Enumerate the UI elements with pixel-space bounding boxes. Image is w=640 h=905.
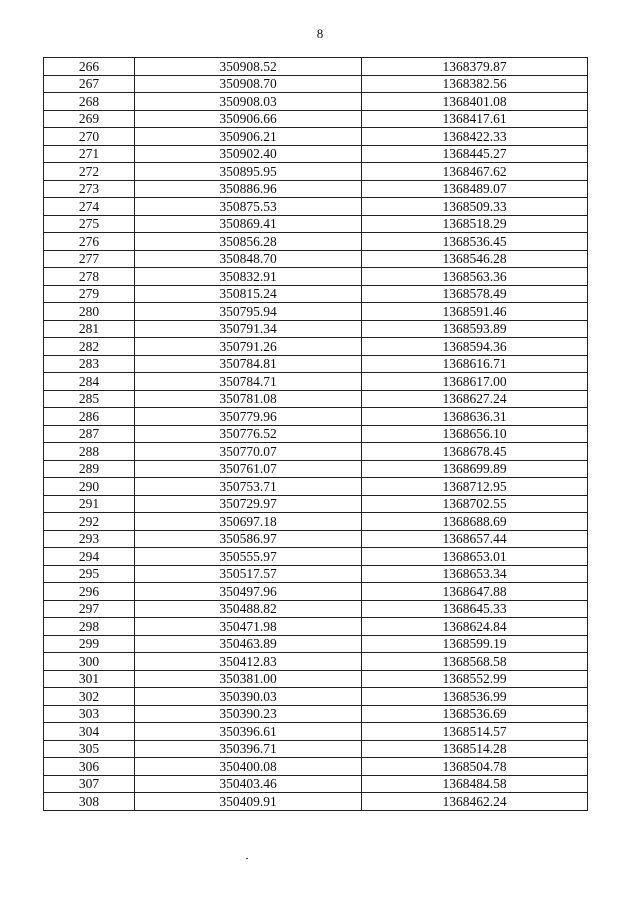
table-row: [44, 268, 588, 286]
point-number-cell: 278: [44, 268, 135, 286]
point-number-cell: 308: [44, 793, 135, 811]
table-row: [44, 425, 588, 443]
y-coordinate-cell: 1368647.88: [362, 583, 588, 601]
table-row: [44, 635, 588, 653]
x-coordinate-cell: 350403.46: [135, 775, 362, 793]
x-coordinate-cell: 350856.28: [135, 233, 362, 251]
table-row: [44, 408, 588, 426]
y-coordinate-cell: 1368593.89: [362, 320, 588, 338]
table-row: [44, 600, 588, 618]
table-row: [44, 530, 588, 548]
point-number-cell: 269: [44, 110, 135, 128]
x-coordinate-cell: 350381.00: [135, 670, 362, 688]
x-coordinate-cell: 350832.91: [135, 268, 362, 286]
scan-speck: [246, 858, 248, 859]
x-coordinate-cell: 350400.08: [135, 758, 362, 776]
table-row: [44, 688, 588, 706]
point-number-cell: 273: [44, 180, 135, 198]
x-coordinate-cell: 350396.71: [135, 740, 362, 758]
point-number-cell: 303: [44, 705, 135, 723]
table-row: [44, 198, 588, 216]
table-row: [44, 145, 588, 163]
point-number-cell: 302: [44, 688, 135, 706]
y-coordinate-cell: 1368594.36: [362, 338, 588, 356]
x-coordinate-cell: 350753.71: [135, 478, 362, 496]
x-coordinate-cell: 350902.40: [135, 145, 362, 163]
y-coordinate-cell: 1368627.24: [362, 390, 588, 408]
x-coordinate-cell: 350886.96: [135, 180, 362, 198]
x-coordinate-cell: 350779.96: [135, 408, 362, 426]
point-number-cell: 305: [44, 740, 135, 758]
point-number-cell: 307: [44, 775, 135, 793]
x-coordinate-cell: 350586.97: [135, 530, 362, 548]
y-coordinate-cell: 1368616.71: [362, 355, 588, 373]
point-number-cell: 275: [44, 215, 135, 233]
y-coordinate-cell: 1368599.19: [362, 635, 588, 653]
y-coordinate-cell: 1368636.31: [362, 408, 588, 426]
point-number-cell: 282: [44, 338, 135, 356]
x-coordinate-cell: 350908.70: [135, 75, 362, 93]
y-coordinate-cell: 1368518.29: [362, 215, 588, 233]
y-coordinate-cell: 1368445.27: [362, 145, 588, 163]
y-coordinate-cell: 1368489.07: [362, 180, 588, 198]
x-coordinate-cell: 350791.26: [135, 338, 362, 356]
y-coordinate-cell: 1368688.69: [362, 513, 588, 531]
table-row: [44, 513, 588, 531]
y-coordinate-cell: 1368563.36: [362, 268, 588, 286]
y-coordinate-cell: 1368657.44: [362, 530, 588, 548]
table-row: [44, 583, 588, 601]
x-coordinate-cell: 350409.91: [135, 793, 362, 811]
x-coordinate-cell: 350776.52: [135, 425, 362, 443]
point-number-cell: 284: [44, 373, 135, 391]
coordinates-table: [43, 57, 588, 811]
point-number-cell: 298: [44, 618, 135, 636]
point-number-cell: 288: [44, 443, 135, 461]
x-coordinate-cell: 350697.18: [135, 513, 362, 531]
x-coordinate-cell: 350770.07: [135, 443, 362, 461]
x-coordinate-cell: 350784.71: [135, 373, 362, 391]
x-coordinate-cell: 350795.94: [135, 303, 362, 321]
y-coordinate-cell: 1368536.69: [362, 705, 588, 723]
x-coordinate-cell: 350517.57: [135, 565, 362, 583]
x-coordinate-cell: 350396.61: [135, 723, 362, 741]
y-coordinate-cell: 1368702.55: [362, 495, 588, 513]
x-coordinate-cell: 350895.95: [135, 163, 362, 181]
point-number-cell: 296: [44, 583, 135, 601]
y-coordinate-cell: 1368552.99: [362, 670, 588, 688]
point-number-cell: 268: [44, 93, 135, 111]
y-coordinate-cell: 1368617.00: [362, 373, 588, 391]
y-coordinate-cell: 1368536.45: [362, 233, 588, 251]
x-coordinate-cell: 350390.23: [135, 705, 362, 723]
x-coordinate-cell: 350848.70: [135, 250, 362, 268]
table-row: [44, 443, 588, 461]
point-number-cell: 281: [44, 320, 135, 338]
point-number-cell: 292: [44, 513, 135, 531]
y-coordinate-cell: 1368536.99: [362, 688, 588, 706]
x-coordinate-cell: 350815.24: [135, 285, 362, 303]
table-row: [44, 723, 588, 741]
y-coordinate-cell: 1368546.28: [362, 250, 588, 268]
point-number-cell: 277: [44, 250, 135, 268]
y-coordinate-cell: 1368699.89: [362, 460, 588, 478]
table-row: [44, 775, 588, 793]
point-number-cell: 287: [44, 425, 135, 443]
point-number-cell: 300: [44, 653, 135, 671]
x-coordinate-cell: 350869.41: [135, 215, 362, 233]
y-coordinate-cell: 1368379.87: [362, 58, 588, 76]
x-coordinate-cell: 350781.08: [135, 390, 362, 408]
x-coordinate-cell: 350784.81: [135, 355, 362, 373]
table-row: [44, 618, 588, 636]
x-coordinate-cell: 350555.97: [135, 548, 362, 566]
point-number-cell: 290: [44, 478, 135, 496]
point-number-cell: 272: [44, 163, 135, 181]
x-coordinate-cell: 350463.89: [135, 635, 362, 653]
table-row: [44, 58, 588, 76]
point-number-cell: 289: [44, 460, 135, 478]
x-coordinate-cell: 350390.03: [135, 688, 362, 706]
point-number-cell: 270: [44, 128, 135, 146]
table-row: [44, 670, 588, 688]
table-row: [44, 180, 588, 198]
table-row: [44, 215, 588, 233]
point-number-cell: 285: [44, 390, 135, 408]
x-coordinate-cell: 350488.82: [135, 600, 362, 618]
x-coordinate-cell: 350729.97: [135, 495, 362, 513]
table-row: [44, 303, 588, 321]
point-number-cell: 291: [44, 495, 135, 513]
point-number-cell: 294: [44, 548, 135, 566]
point-number-cell: 279: [44, 285, 135, 303]
table-row: [44, 75, 588, 93]
table-row: [44, 478, 588, 496]
point-number-cell: 297: [44, 600, 135, 618]
table-row: [44, 565, 588, 583]
x-coordinate-cell: 350906.66: [135, 110, 362, 128]
table-row: [44, 250, 588, 268]
table-row: [44, 495, 588, 513]
y-coordinate-cell: 1368467.62: [362, 163, 588, 181]
point-number-cell: 266: [44, 58, 135, 76]
table-row: [44, 163, 588, 181]
table-row: [44, 233, 588, 251]
y-coordinate-cell: 1368591.46: [362, 303, 588, 321]
y-coordinate-cell: 1368653.01: [362, 548, 588, 566]
x-coordinate-cell: 350908.52: [135, 58, 362, 76]
page-number: 8: [316, 26, 324, 41]
table-row: [44, 390, 588, 408]
table-row: [44, 338, 588, 356]
x-coordinate-cell: 350471.98: [135, 618, 362, 636]
point-number-cell: 286: [44, 408, 135, 426]
point-number-cell: 293: [44, 530, 135, 548]
y-coordinate-cell: 1368653.34: [362, 565, 588, 583]
y-coordinate-cell: 1368678.45: [362, 443, 588, 461]
y-coordinate-cell: 1368656.10: [362, 425, 588, 443]
table-row: [44, 653, 588, 671]
table-row: [44, 460, 588, 478]
x-coordinate-cell: 350497.96: [135, 583, 362, 601]
point-number-cell: 267: [44, 75, 135, 93]
table-row: [44, 705, 588, 723]
y-coordinate-cell: 1368422.33: [362, 128, 588, 146]
table-row: [44, 758, 588, 776]
table-row: [44, 320, 588, 338]
y-coordinate-cell: 1368514.28: [362, 740, 588, 758]
x-coordinate-cell: 350412.83: [135, 653, 362, 671]
y-coordinate-cell: 1368712.95: [362, 478, 588, 496]
point-number-cell: 295: [44, 565, 135, 583]
table-row: [44, 793, 588, 811]
point-number-cell: 276: [44, 233, 135, 251]
point-number-cell: 271: [44, 145, 135, 163]
table-row: [44, 373, 588, 391]
y-coordinate-cell: 1368484.58: [362, 775, 588, 793]
y-coordinate-cell: 1368382.56: [362, 75, 588, 93]
point-number-cell: 274: [44, 198, 135, 216]
x-coordinate-cell: 350791.34: [135, 320, 362, 338]
y-coordinate-cell: 1368624.84: [362, 618, 588, 636]
x-coordinate-cell: 350761.07: [135, 460, 362, 478]
table-row: [44, 548, 588, 566]
y-coordinate-cell: 1368504.78: [362, 758, 588, 776]
point-number-cell: 283: [44, 355, 135, 373]
y-coordinate-cell: 1368645.33: [362, 600, 588, 618]
table-row: [44, 285, 588, 303]
y-coordinate-cell: 1368578.49: [362, 285, 588, 303]
point-number-cell: 299: [44, 635, 135, 653]
table-row: [44, 128, 588, 146]
table-row: [44, 110, 588, 128]
y-coordinate-cell: 1368568.58: [362, 653, 588, 671]
y-coordinate-cell: 1368462.24: [362, 793, 588, 811]
point-number-cell: 304: [44, 723, 135, 741]
table-row: [44, 740, 588, 758]
y-coordinate-cell: 1368514.57: [362, 723, 588, 741]
point-number-cell: 306: [44, 758, 135, 776]
point-number-cell: 301: [44, 670, 135, 688]
y-coordinate-cell: 1368509.33: [362, 198, 588, 216]
x-coordinate-cell: 350875.53: [135, 198, 362, 216]
table-row: [44, 355, 588, 373]
x-coordinate-cell: 350908.03: [135, 93, 362, 111]
y-coordinate-cell: 1368417.61: [362, 110, 588, 128]
coordinates-table-body: [44, 58, 588, 811]
point-number-cell: 280: [44, 303, 135, 321]
x-coordinate-cell: 350906.21: [135, 128, 362, 146]
table-row: [44, 93, 588, 111]
y-coordinate-cell: 1368401.08: [362, 93, 588, 111]
